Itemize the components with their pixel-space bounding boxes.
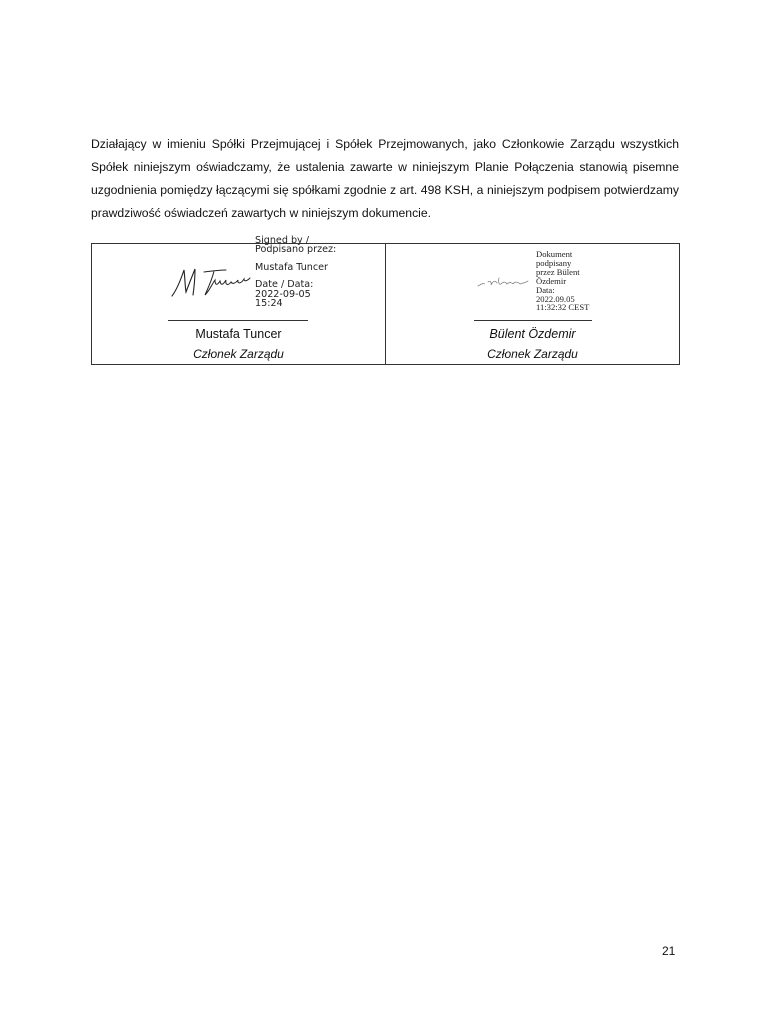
signature-table [91, 235, 680, 365]
signature-line-right [474, 320, 592, 321]
stamp-line-3: przez Bülent [536, 266, 580, 277]
stamp-line-7: 11:32:32 CEST [536, 302, 590, 313]
declaration-paragraph: Działający w imieniu Spółki Przejmującej i Spółek Przejmowanych, jako Członkowie Zarządu wszystkich Spółek niniejszym oświadczamy, że ustalenia zawarte w niniejszym Planie Połączenia stanowią pisemne uzgodnienia pomiędzy łączącymi się spółkami zgodnie z art. 498 KSH, a niniejszym podpisem potwierdzamy prawdziwość oświadczeń zawartych w niniejszym dokumencie. [91, 137, 679, 221]
signer-role-right: Członek Zarządu [487, 347, 578, 361]
stamp-line-6: 2022.09.05 [536, 293, 575, 304]
digital-signature-stamp-left [255, 236, 365, 308]
stamp-date-label: Date / Data: [255, 279, 314, 291]
signer-role-left: Członek Zarządu [193, 347, 284, 361]
stamp-line-4: Özdemir [536, 275, 567, 286]
stamp-time: 15:24 [255, 298, 283, 310]
handwritten-signature-ozdemir [476, 274, 534, 290]
signature-cell-left [92, 235, 385, 364]
stamp-date: 2022-09-05 [255, 288, 311, 300]
signature-line-left [168, 320, 308, 321]
stamp-line-2: podpisany [536, 257, 572, 268]
stamp-line-5: Data: [536, 284, 555, 295]
stamp-signer: Mustafa Tuncer [255, 261, 328, 273]
signature-cell-right [386, 244, 679, 364]
stamp-podpisano: Podpisano przez: [255, 244, 337, 256]
stamp-line-1: Dokument [536, 249, 573, 259]
stamp-signed-by: Signed by / [255, 235, 310, 246]
signer-name-right: Bülent Özdemir [489, 327, 576, 341]
page-number: 21 [662, 944, 676, 958]
digital-signature-stamp-right [536, 250, 616, 312]
signer-name-left: Mustafa Tuncer [195, 327, 282, 341]
handwritten-signature-tuncer [168, 262, 258, 302]
